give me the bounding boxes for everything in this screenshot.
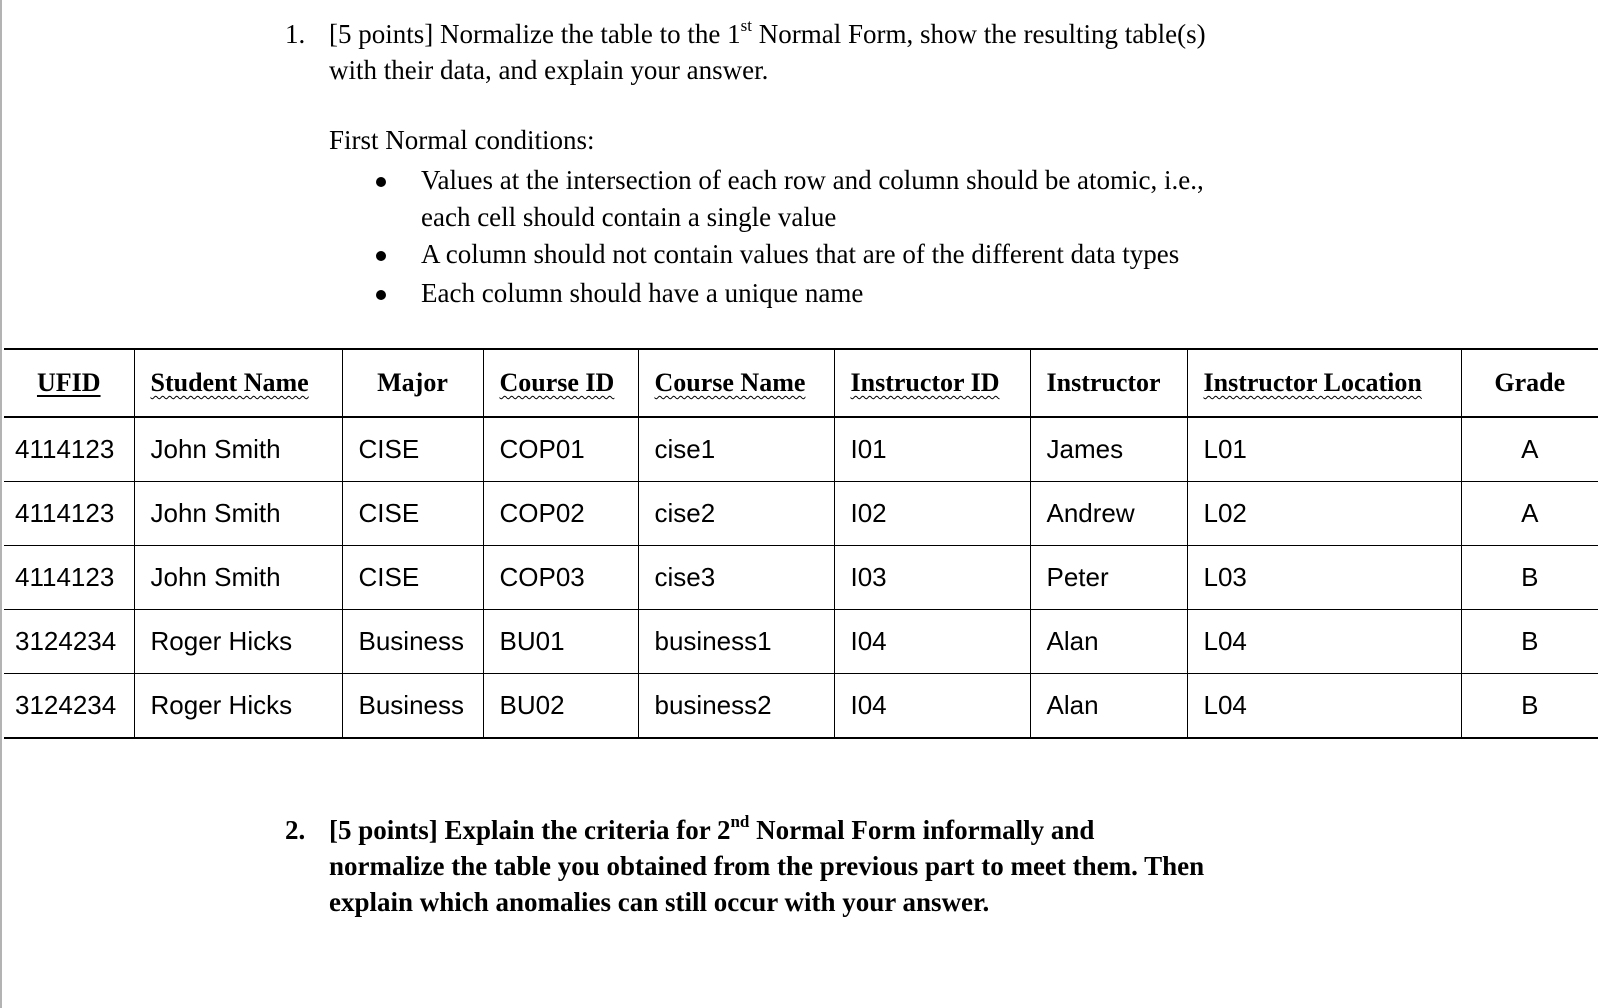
cell-course-name: business2 (638, 674, 834, 739)
cell-major: Business (342, 674, 483, 739)
cell-course-name: business1 (638, 610, 834, 674)
condition-item-line: Values at the intersection of each row and column should be atomic, i.e., (421, 165, 1204, 195)
header-grade: Grade (1461, 349, 1598, 417)
cell-instructor-location: L02 (1187, 482, 1461, 546)
cell-instructor-id: I04 (834, 610, 1030, 674)
question-1-line2: with their data, and explain your answer. (329, 55, 769, 85)
cell-student-name: John Smith (134, 482, 342, 546)
header-student-name: Student Name (134, 349, 342, 417)
cell-course-id: COP03 (483, 546, 638, 610)
conditions-list (376, 162, 1204, 312)
question-1-text (329, 16, 1206, 88)
cell-course-id: COP01 (483, 417, 638, 482)
cell-instructor-location: L04 (1187, 674, 1461, 739)
cell-grade: B (1461, 610, 1598, 674)
table-row (4, 482, 1598, 546)
condition-item (376, 236, 1204, 273)
question-2-superscript: nd (730, 812, 750, 831)
bullet-icon (376, 177, 386, 187)
condition-item-line: A column should not contain values that are of the different data types (421, 239, 1180, 269)
header-instructor-location: Instructor Location (1187, 349, 1461, 417)
header-course-id: Course ID (483, 349, 638, 417)
cell-instructor-location: L01 (1187, 417, 1461, 482)
question-2-line2: normalize the table you obtained from the previous part to meet them. Then (329, 851, 1205, 881)
cell-instructor-id: I02 (834, 482, 1030, 546)
cell-course-id: COP02 (483, 482, 638, 546)
cell-student-name: John Smith (134, 546, 342, 610)
student-course-table (4, 348, 1598, 739)
question-1-line1-start: [5 points] Normalize the table to the 1 (329, 19, 741, 49)
cell-instructor: Alan (1030, 674, 1187, 739)
cell-grade: B (1461, 674, 1598, 739)
condition-item (376, 162, 1204, 236)
question-1-line1-end: Normal Form, show the resulting table(s) (751, 19, 1206, 49)
cell-course-id: BU02 (483, 674, 638, 739)
cell-instructor-id: I01 (834, 417, 1030, 482)
cell-ufid: 4114123 (4, 546, 134, 610)
cell-ufid: 4114123 (4, 417, 134, 482)
header-course-name: Course Name (638, 349, 834, 417)
header-instructor: Instructor (1030, 349, 1187, 417)
cell-instructor: Andrew (1030, 482, 1187, 546)
cell-instructor: Peter (1030, 546, 1187, 610)
bullet-icon (376, 290, 386, 300)
cell-grade: B (1461, 546, 1598, 610)
question-2-line3: explain which anomalies can still occur with your answer. (329, 887, 990, 917)
cell-major: CISE (342, 417, 483, 482)
cell-major: Business (342, 610, 483, 674)
condition-item-line: Each column should have a unique name (421, 278, 864, 308)
table-row (4, 417, 1598, 482)
question-1-number: 1. (285, 19, 306, 49)
header-major: Major (342, 349, 483, 417)
cell-ufid: 4114123 (4, 482, 134, 546)
condition-item-line: each cell should contain a single value (421, 202, 837, 232)
cell-instructor: James (1030, 417, 1187, 482)
table-row (4, 546, 1598, 610)
cell-instructor-location: L04 (1187, 610, 1461, 674)
question-1-superscript: st (740, 16, 752, 35)
question-2-line1-end: Normal Form informally and (749, 815, 1095, 845)
question-2-line1-start: [5 points] Explain the criteria for 2 (329, 815, 731, 845)
header-instructor-id: Instructor ID (834, 349, 1030, 417)
cell-grade: A (1461, 417, 1598, 482)
cell-student-name: Roger Hicks (134, 610, 342, 674)
cell-course-id: BU01 (483, 610, 638, 674)
header-ufid: UFID (4, 349, 134, 417)
table-header-row (4, 349, 1598, 417)
cell-grade: A (1461, 482, 1598, 546)
cell-course-name: cise1 (638, 417, 834, 482)
question-2-number: 2. (285, 815, 306, 845)
cell-major: CISE (342, 546, 483, 610)
page-left-border (0, 0, 2, 1008)
cell-instructor-id: I04 (834, 674, 1030, 739)
condition-item (376, 275, 1204, 312)
cell-ufid: 3124234 (4, 674, 134, 739)
cell-ufid: 3124234 (4, 610, 134, 674)
cell-student-name: Roger Hicks (134, 674, 342, 739)
cell-course-name: cise2 (638, 482, 834, 546)
table-row (4, 610, 1598, 674)
table-row (4, 674, 1598, 739)
bullet-icon (376, 251, 386, 261)
conditions-heading: First Normal conditions: (329, 125, 595, 155)
cell-instructor: Alan (1030, 610, 1187, 674)
question-2-text (329, 812, 1204, 920)
cell-instructor-id: I03 (834, 546, 1030, 610)
cell-course-name: cise3 (638, 546, 834, 610)
cell-student-name: John Smith (134, 417, 342, 482)
cell-major: CISE (342, 482, 483, 546)
cell-instructor-location: L03 (1187, 546, 1461, 610)
